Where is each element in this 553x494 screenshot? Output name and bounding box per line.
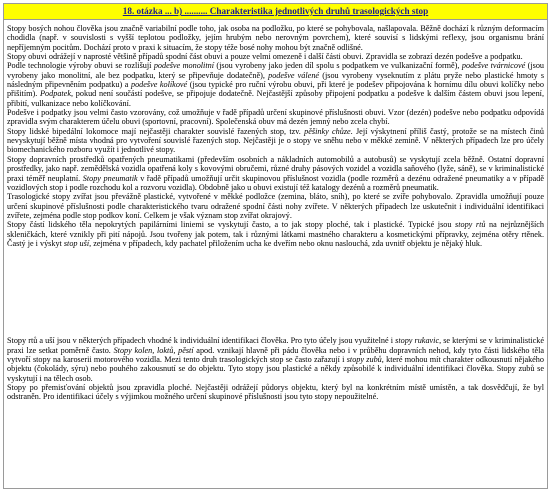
italic-term: podešve monolitní xyxy=(153,61,214,71)
paragraph-bare-feet xyxy=(7,24,544,52)
text-run: (jsou vyrobeny vyseknutím z plátu pryže nebo plastické hmoty s následným připevněním podpatku) a xyxy=(7,70,545,90)
italic-term: podešve válené xyxy=(268,70,320,80)
document-title: 18. otázka ... b) .......... Charakteristika jednotlivých druhů trasologických stop xyxy=(122,6,429,16)
text-run: , se kterými se v kriminalistické praxi lze setkat poměrně často. xyxy=(7,336,544,355)
paragraph-soles xyxy=(7,61,544,108)
text-run: Stopy obuvi odrážejí v naprosté většině případů spodní část obuvi a pouze velmi omezeně i další části obuvi. Zpravidla se zobrazí dezén podešve a podpatku. xyxy=(7,52,523,62)
text-run: , které mohou mít charakter odkousnutí nějakého objektu (čokolády, sýru) nebo pouhého zakousnutí se do objektu. Tyto stopy jsou plastické a někdy způsobilé k individuální identifikaci člověka. Stopy zubů se vyskytují i na tělech osob. xyxy=(7,354,544,383)
text-run: Podle technologie výroby obuvi se rozlišují xyxy=(7,61,154,71)
text-run: Stopy po přemisťování objektů jsou zpravidla ploché. Nejčastěji odrážejí půdorys objektu, který byl na konkrétním místě umístěn, a tak dosvědčují, že byl odstraněn. Pro identifikaci účely s výjimkou možného určení skupinové příslušnosti jsou tyto stopy nepoužitelné. xyxy=(7,382,544,402)
paragraph-footwear xyxy=(7,52,544,61)
blank-space xyxy=(7,248,544,336)
title-bar xyxy=(4,4,547,20)
paragraph-lips-ears xyxy=(7,336,544,383)
paragraph-patterns xyxy=(7,108,544,127)
text-run: na nejrůznějších skleničkách, které vznikly při pití nápojů. Jsou tvořeny jak potem, tak i různými látkami mastného charakteru a kosmetickými přípravky, zejména otěry rtěnek. Častý je i výskyt xyxy=(7,220,544,248)
italic-term: podešve kolíkové xyxy=(130,80,188,90)
paragraph-animals xyxy=(7,192,544,220)
text-run: Stopy bosých nohou člověka jsou značně variabilní podle toho, jak osoba na podložku, po které se pohybovala, našlapovala. Běžně dochází k různým deformacím chodidla (např. v souvislosti s vyšší teplotou podložky, jejím hrubým nebo nerovným povrchem), které souvisí s lidskými reflexy, jsou organismu brání nepříjemným pocitům. Dochází proto v praxi k situacím, že stopy téže bosé nohy mohou být značně odlišné. xyxy=(7,24,544,52)
text-run: . Její výskytnení příliš častý, protože se na místech činů nevyskytují běžně místa vhodná pro vytvoření souvislé řazených stop. Nejčastěji je o stopy ve sněhu nebo v měkké zemině. V některých případech lze pro účely biomechanického rozboru využít i jednotlivé stopy. xyxy=(7,126,544,155)
document-frame xyxy=(3,3,548,489)
document-body xyxy=(7,24,544,402)
text-run: (jsou vyrobeny jako monolitní, ale bez podpatku, který se připevňuje dodatečně), xyxy=(7,61,545,80)
text-run: Stopy částí lidského těla nepokrytých papilárními liniemi se vyskytují často, a to jak stopy ploché, tak i plastické. Typické jsou xyxy=(7,220,456,230)
text-run: Stopy rtů a uší jsou v některých případech vhodné k individuální identifikaci člověka. Pro tyto účely jsou využitelné i xyxy=(7,336,396,346)
italic-term: stop uší xyxy=(63,238,90,248)
italic-term: podešve tvárnicové xyxy=(461,61,526,71)
italic-term: stopy rukavic xyxy=(395,336,440,346)
paragraph-body-parts xyxy=(7,220,544,248)
text-run: Stopy dopravních prostředků opatřených pneumatikami (především osobních a nákladních automobilů a autobusů) se vyskytují zcela běžně. Ostatní dopravní prostředky, jako např. zemědělská vozidla opatřená koly s kovovými obručemi, různé druhy pásových vozidel a vozidla saňového (lyže, sáně), se v kriminalistické praxi téměř neuplatní. xyxy=(7,154,544,183)
italic-term: Stopy pneumatik xyxy=(82,173,138,183)
italic-term: pěšinky chůze xyxy=(304,126,351,136)
italic-term: Stopy kolen, loktů, pěstí xyxy=(113,345,194,355)
paragraph-vehicles xyxy=(7,155,544,192)
text-run: (jsou typické pro ruční výrobu obuvi, při které je podešev připojována k hornímu dílu obuvi kolíčky nebo přišitím). xyxy=(7,80,544,99)
italic-term: stopy rtů xyxy=(455,220,486,230)
italic-term: Podpatek xyxy=(40,89,71,99)
paragraph-moved-objects xyxy=(7,383,544,402)
text-run: apod. vznikají hlavně při pádu člověka nebo i v průběhu dopravních nehod, kdy tyto části lidského těla vytvoří stopy na karoserii motorového vozidla. Mezi tento druh trasologických stop se často zařazují i xyxy=(7,345,545,364)
paragraph-locomotion xyxy=(7,127,544,155)
text-run: (jsou vyrobeny jako jeden díl spolu s podpatkem ve vulkanizační formě), xyxy=(213,61,462,71)
text-run: Stopy lidské bipedální lokomoce mají nejčastěji charakter souvislé řazených stop, tzv. xyxy=(7,126,305,136)
text-run: , pokud není součástí podešve, se připojuje dodatečně. Nejčastější způsoby připojení podpatku a podešve k dalším částem obuvi jsou lepení, přibití, vulkanizace nebo kolíčkování. xyxy=(7,89,544,108)
italic-term: stopy zubů xyxy=(346,354,382,364)
text-run: Podešve i podpatky jsou velmi často vzorovány, což umožňuje v řadě případů určení skupinové příslušnosti obuvi. Vzor (dezén) podešve nebo podpatku odpovídá zpravidla svým charakterem účelu obuvi (sportovní, pracovní). Společenská obuv má dezén jemný nebo zcela chybí. xyxy=(7,108,544,127)
text-run: Trasologické stopy zvířat jsou převážně plastické, vytvořené v měkké podložce (zemina, bláto, sníh), po které se zvíře pohybovalo. Zpravidla umožňují pouze určení skupinové příslušnosti podle charakteristického tvaru odražené spodní části nohy zvířete. V některých případech lze uskutečnit i individuální identifikaci zvířete, zejména podle stop podkov koní. Celkem je však význam stop zvířat okrajový. xyxy=(7,192,544,220)
text-run: v řadě případů umožňují určit skupinovou příslušnost vozidla (podle rozměrů a dezénu odražené pneumatiky a v případě vozidlových stop i podle rozchodu kol a rozvoru vozidla). Obdobně jako u obuvi existují též katalogy dezénů a rozměrů pneumatik. xyxy=(7,173,544,192)
text-run: , zejména v případech, kdy pachatel přiložením ucha ke dveřím nebo oknu naslouchá, zda uvnitř objektu je nějaký hluk. xyxy=(89,238,482,248)
